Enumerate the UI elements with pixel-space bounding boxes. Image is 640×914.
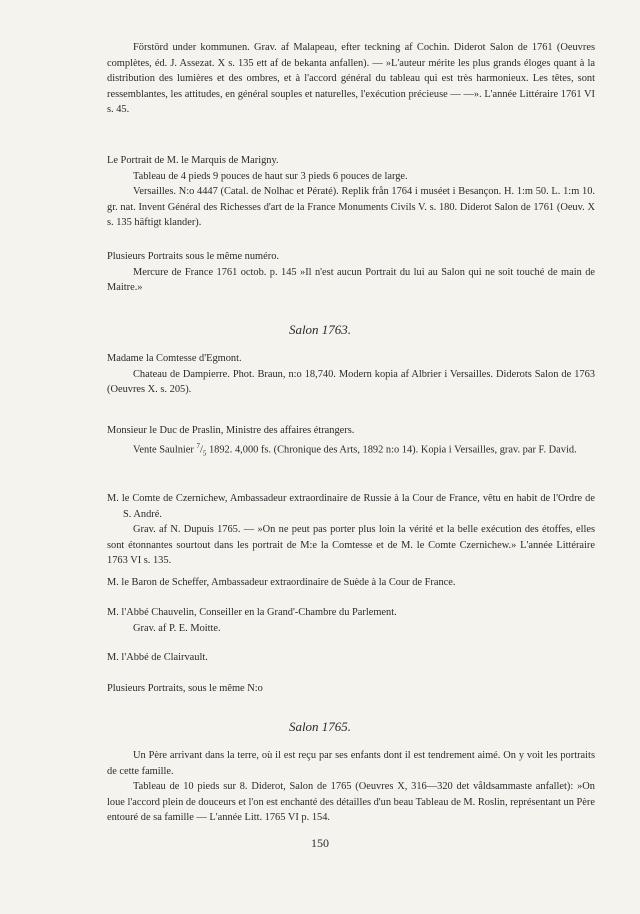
paragraph: Förstörd under kommunen. Grav. af Malapeau, efter teckning af Cochin. Diderot Salon de 1761 (Oeuvres complètes, éd. J. Assezat. X s. 135 ett af de bekanta anfallen). — »L'auteur mérite les plus grands éloges quant à la distribution des lumières et des ombres, et à l'accord général du tableau qui est très harmonieux. Les têtes, sont ressemblantes, les attitudes, en général souples et naturelles, l'exécution précieuse — —». L'année Littéraire 1761 VI s. 45. (107, 42, 595, 116)
entry-plusieurs-portraits-1761 (107, 249, 595, 296)
paragraph: Un Père arrivant dans la terre, où il est reçu par ses enfants dont il est tendrement aimé. On y voit les portraits de cette famille. (107, 750, 595, 777)
entry-title: Monsieur le Duc de Praslin, Ministre des affaires étrangers. (107, 425, 355, 436)
paragraph: Grav. af N. Dupuis 1765. — »On ne peut pas porter plus loin la vérité et la belle exécution des étoffes, elles sont étonnantes sourtout dans les portrait de M:e la Comtesse et de M. le Comte Czernichew.» L'année Littéraire 1763 VI s. 135. (107, 524, 595, 567)
entry-title: Le Portrait de M. le Marquis de Marigny. (107, 155, 279, 166)
entry-title: Plusieurs Portraits, sous le même N:o (107, 683, 263, 694)
entry-title: M. l'Abbé de Clairvault. (107, 652, 208, 663)
page-number: 150 (311, 836, 329, 850)
paragraph: Mercure de France 1761 octob. p. 145 »Il n'est aucun Portrait du lui au Salon qui ne soit touché de main de Maitre.» (107, 266, 595, 294)
text-span: 1892. 4,000 fs. (Chronique des Arts, 1892 n:o 14). Kopia i Versailles, grav. par F. David. (206, 444, 577, 456)
text-span: Vente Saulnier (133, 444, 197, 456)
entry-title: Plusieurs Portraits sous le même numéro. (107, 251, 280, 262)
paragraph: Tableau de 10 pieds sur 8. Diderot, Salon de 1765 (Oeuvres X, 316—320 det våldsammaste anfallet): »On loue l'accord plein de douceurs et l'on est enchanté des détailles d'un beau Tableau de M. Roslin, représentant un Père entouré de sa famille — L'année Litt. 1765 VI p. 154. (107, 781, 595, 824)
paragraph: Chateau de Dampierre. Phot. Braun, n:o 18,740. Modern kopia af Albrier i Versailles. Diderots Salon de 1763 (Oeuvres X. s. 205). (107, 368, 595, 396)
entry-abbe-de-clairvault (107, 650, 595, 666)
entry-title: Madame la Comtesse d'Egmont. (107, 353, 242, 364)
entry-duc-de-praslin (107, 423, 595, 462)
entry-title: M. l'Abbé Chauvelin, Conseiller en la Grand'-Chambre du Parlement. (107, 607, 397, 618)
section-heading-salon-1763: Salon 1763. (288, 322, 352, 337)
entry-title: M. le Baron de Scheffer, Ambassadeur extraordinaire de Suède à la Cour de France. (107, 577, 456, 588)
paragraph: Versailles. N:o 4447 (Catal. de Nolhac et Pératé). Replik från 1764 i muséet i Besançon. H. 1:m 50. L. 1:m 10. gr. nat. Invent Général des Richesses d'art de la France Monuments Civils V. s. 180. Diderot Salon de 1761 (Oeuv. X s. 135 häftigt klander). (107, 186, 595, 229)
entry-pere-arrivant (107, 748, 595, 826)
entry-abbe-chauvelin (107, 605, 595, 636)
entry-baron-de-scheffer (107, 575, 595, 591)
entry-comtesse-egmont (107, 351, 595, 398)
fraction-numerator: 7 (196, 441, 200, 450)
section-heading-salon-1765: Salon 1765. (288, 719, 352, 734)
paragraph: Tableau de 4 pieds 9 pouces de haut sur 3 pieds 6 pouces de large. (133, 170, 408, 182)
entry-title: M. le Comte de Czernichew, Ambassadeur extraordinaire de Russie à la Cour de France, vêtu en habit de l'Ordre de S. André. (107, 493, 595, 520)
entry-comte-de-czernichew (107, 491, 595, 569)
paragraph: Grav. af P. E. Moitte. (133, 622, 221, 634)
diderot-1761-block (107, 40, 595, 118)
entry-plusieurs-portraits-1763 (107, 681, 595, 697)
paragraph: Vente Saulnier $^7/_5$ 1892. 4,000 fs. (Chronique des Arts, 1892 n:o 14). Kopia i Versailles, grav. par F. David. (133, 441, 577, 458)
entry-marquis-de-marigny (107, 153, 595, 231)
fraction-denominator: 5 (202, 449, 207, 458)
